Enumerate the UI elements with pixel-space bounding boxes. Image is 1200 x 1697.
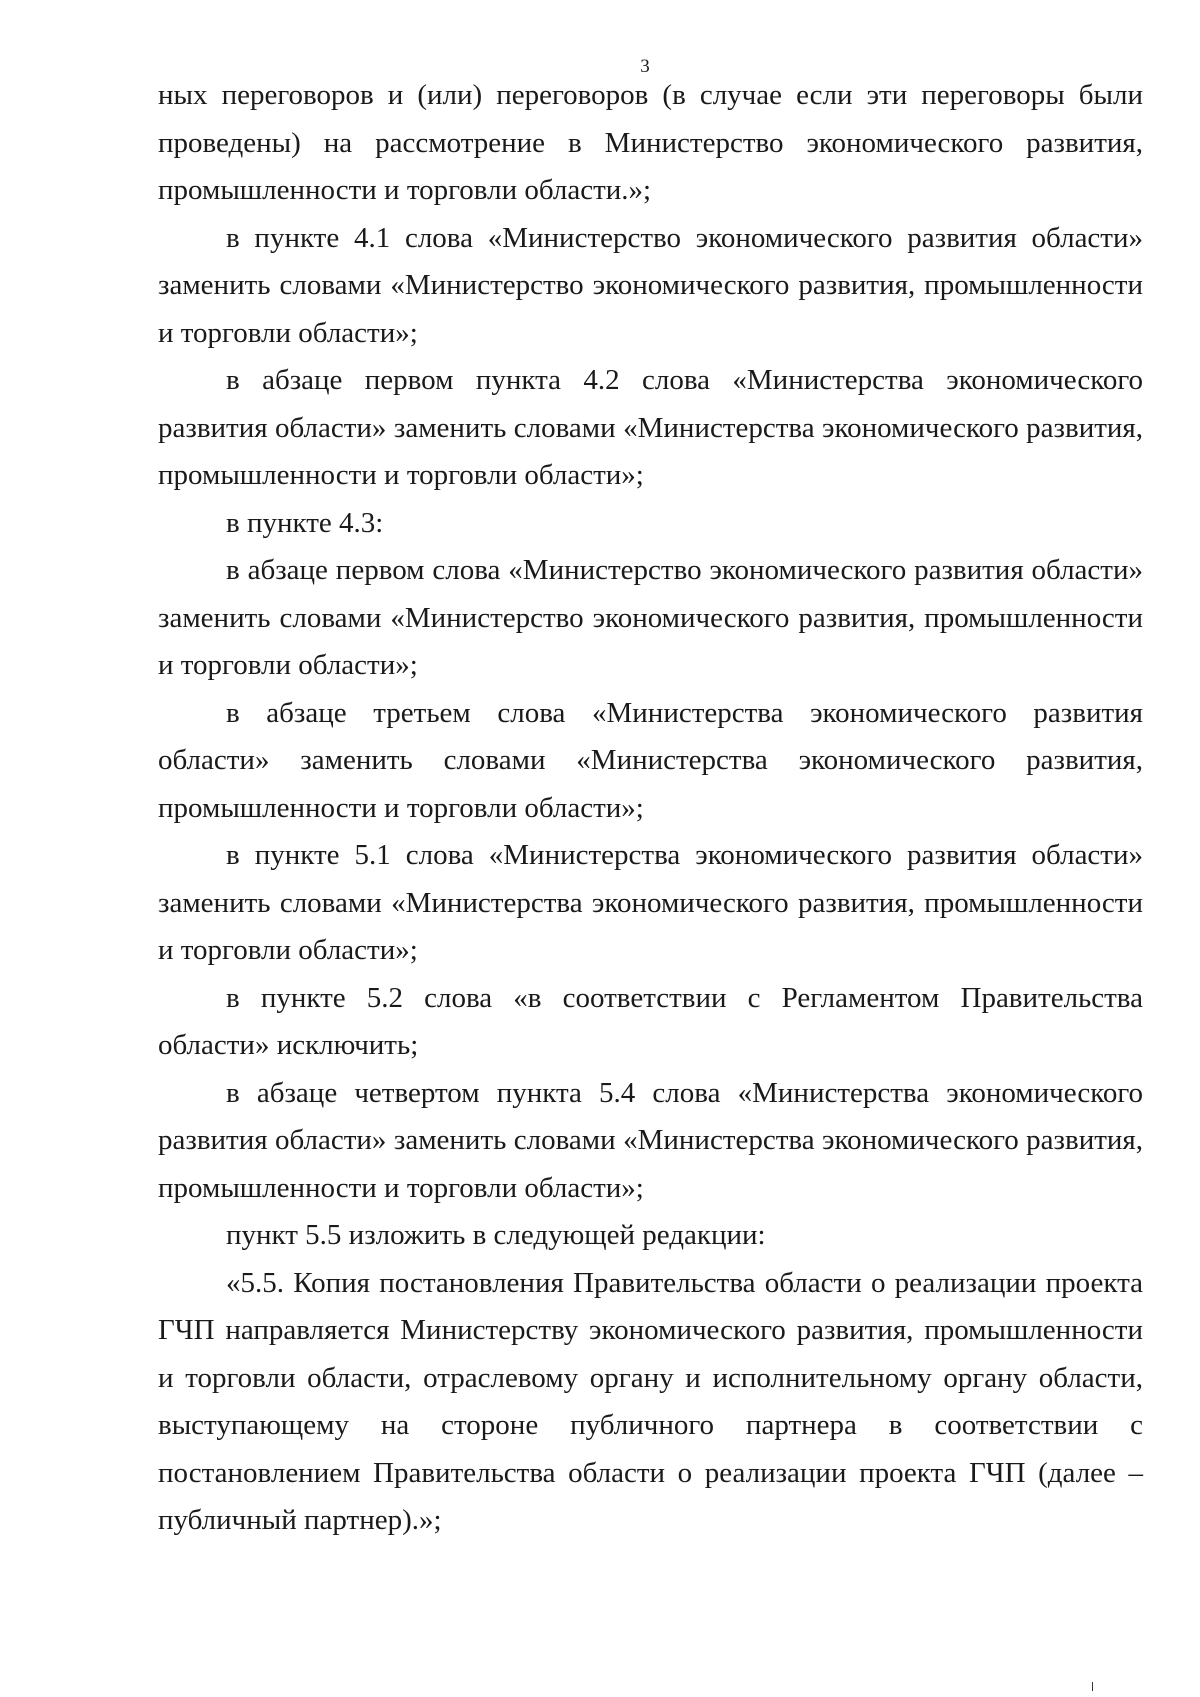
paragraph-item-4-3-first: в абзаце первом слова «Министерство экономического развития области» заменить словами «Министерство экономического развития, промышленности и торговли области»;	[158, 554, 1143, 681]
paragraph-item-5-2: в пункте 5.2 слова «в соответствии с Регламентом Правительства области» исключить;	[158, 981, 1143, 1061]
paragraph-continuation: ных переговоров и (или) переговоров (в случае если эти переговоры были проведены) на рассмотрение в Министерство экономического развития, промышленности и торговли области.»;	[158, 79, 1143, 206]
paragraph-item-4-2: в абзаце первом пункта 4.2 слова «Министерства экономического развития области» заменить словами «Министерства экономического развития, промышленности и торговли области»;	[158, 364, 1143, 491]
document-body	[158, 72, 1143, 1545]
paragraph-item-5-4: в абзаце четвертом пункта 5.4 слова «Министерства экономического развития области» заменить словами «Министерства экономического развития, промышленности и торговли области»;	[158, 1076, 1143, 1204]
page-number: 3	[640, 56, 650, 77]
paragraph-item-4-1: в пункте 4.1 слова «Министерство экономического развития области» заменить словами «Министерство экономического развития, промышленности и торговли области»;	[158, 221, 1143, 349]
scan-mark	[1092, 1682, 1093, 1691]
paragraph-item-4-3-third: в абзаце третьем слова «Министерства экономического развития области» заменить словами «Министерства экономического развития, промышленности и торговли области»;	[158, 696, 1143, 824]
paragraph-item-4-3-heading: в пункте 4.3:	[226, 506, 384, 539]
paragraph-item-5-5-text: «5.5. Копия постановления Правительства области о реализации проекта ГЧП направляется Министерству экономического развития, промышленности и торговли области, отраслевому органу и исполнительному органу области, выступающему на стороне публичного партнера в соответствии с постановлением Правительства области о реализации проекта ГЧП (далее – публичный партнер).»;	[158, 1266, 1143, 1536]
paragraph-item-5-1: в пункте 5.1 слова «Министерства экономического развития области» заменить словами «Министерства экономического развития, промышленности и торговли области»;	[158, 839, 1143, 966]
paragraph-item-5-5-intro: пункт 5.5 изложить в следующей редакции:	[226, 1219, 766, 1251]
